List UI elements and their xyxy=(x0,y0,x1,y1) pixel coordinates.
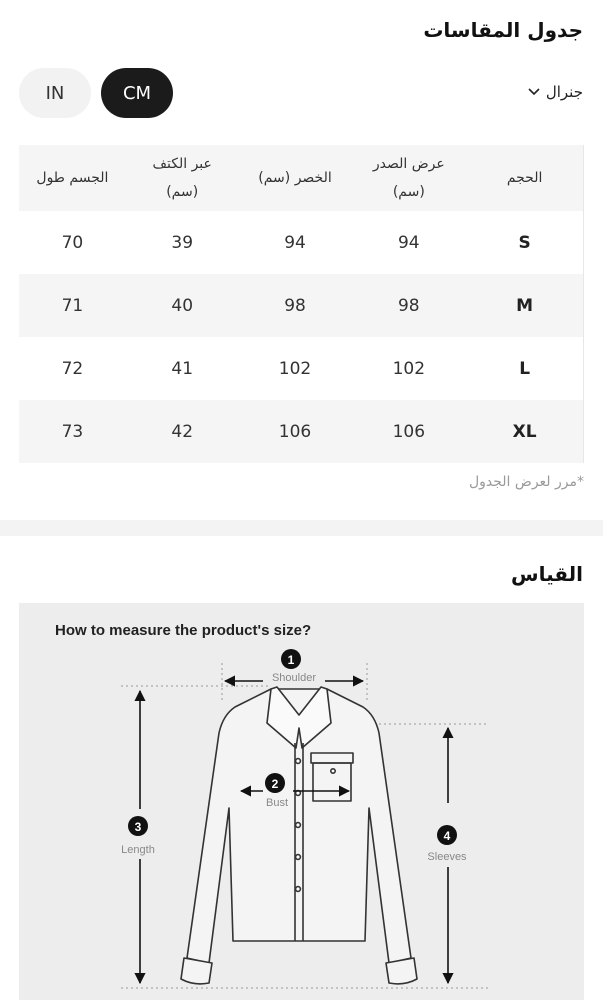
cell-size: M xyxy=(516,295,534,316)
chevron-down-icon xyxy=(528,88,540,96)
header-bust-line2: (سم) xyxy=(392,184,425,200)
header-shoulder-line1: عبر الكتف xyxy=(152,156,212,172)
cell-waist: 106 xyxy=(278,421,312,442)
diagram-heading: How to measure the product's size? xyxy=(55,622,312,639)
header-bust-line1: عرض الصدر xyxy=(372,156,445,172)
cell-length: 71 xyxy=(61,295,84,316)
sleeves-measure xyxy=(427,728,467,983)
cell-size: S xyxy=(518,232,531,253)
header-waist: الخصر (سم) xyxy=(258,170,332,186)
measurement-diagram xyxy=(19,603,584,1000)
table-row xyxy=(19,337,583,400)
cell-waist: 94 xyxy=(284,232,306,253)
cell-waist: 98 xyxy=(284,295,306,316)
cell-shoulder: 39 xyxy=(171,232,194,253)
length-measure xyxy=(121,691,155,983)
measurement-diagram-svg xyxy=(19,603,584,1000)
length-number: 3 xyxy=(134,820,142,834)
shoulder-label: Shoulder xyxy=(271,672,317,684)
cell-length: 73 xyxy=(61,421,84,442)
header-size: الحجم xyxy=(506,170,543,186)
unit-cm-button[interactable]: CM xyxy=(101,68,173,118)
cell-length: 70 xyxy=(61,232,84,253)
table-row xyxy=(19,400,583,463)
unit-in-button[interactable]: IN xyxy=(19,68,91,118)
page-title: جدول المقاسات xyxy=(423,18,583,42)
cell-length: 72 xyxy=(61,358,84,379)
cell-waist: 102 xyxy=(278,358,312,379)
header-shoulder xyxy=(126,145,239,211)
cell-shoulder: 42 xyxy=(171,421,194,442)
scroll-hint: *مرر لعرض الجدول xyxy=(468,474,584,490)
cell-size: XL xyxy=(512,421,537,442)
sleeves-number: 4 xyxy=(443,829,451,843)
region-select-label: جنرال xyxy=(545,83,583,101)
shirt-illustration xyxy=(181,687,417,984)
cell-bust: 98 xyxy=(397,295,420,316)
size-table[interactable] xyxy=(19,145,584,463)
cell-bust: 102 xyxy=(392,358,426,379)
section-divider xyxy=(0,520,603,536)
cell-bust: 106 xyxy=(392,421,426,442)
table-header-row xyxy=(19,145,583,211)
shoulder-measure xyxy=(225,649,363,684)
cell-shoulder: 40 xyxy=(171,295,194,316)
shoulder-number: 1 xyxy=(287,653,295,667)
length-label: Length xyxy=(121,844,155,856)
cell-size: L xyxy=(519,358,531,379)
header-length: الجسم طول xyxy=(36,170,109,186)
table-row xyxy=(19,274,583,337)
measure-section-title: القياس xyxy=(510,562,583,586)
header-bust xyxy=(351,145,466,211)
table-row xyxy=(19,211,583,274)
cell-bust: 94 xyxy=(397,232,420,253)
cell-shoulder: 41 xyxy=(171,358,194,379)
header-shoulder-line2: (سم) xyxy=(166,184,199,200)
region-select[interactable] xyxy=(528,83,583,101)
sleeves-label: Sleeves xyxy=(427,851,467,863)
unit-toggle xyxy=(19,68,173,118)
bust-number: 2 xyxy=(271,777,279,791)
bust-label: Bust xyxy=(265,797,289,809)
